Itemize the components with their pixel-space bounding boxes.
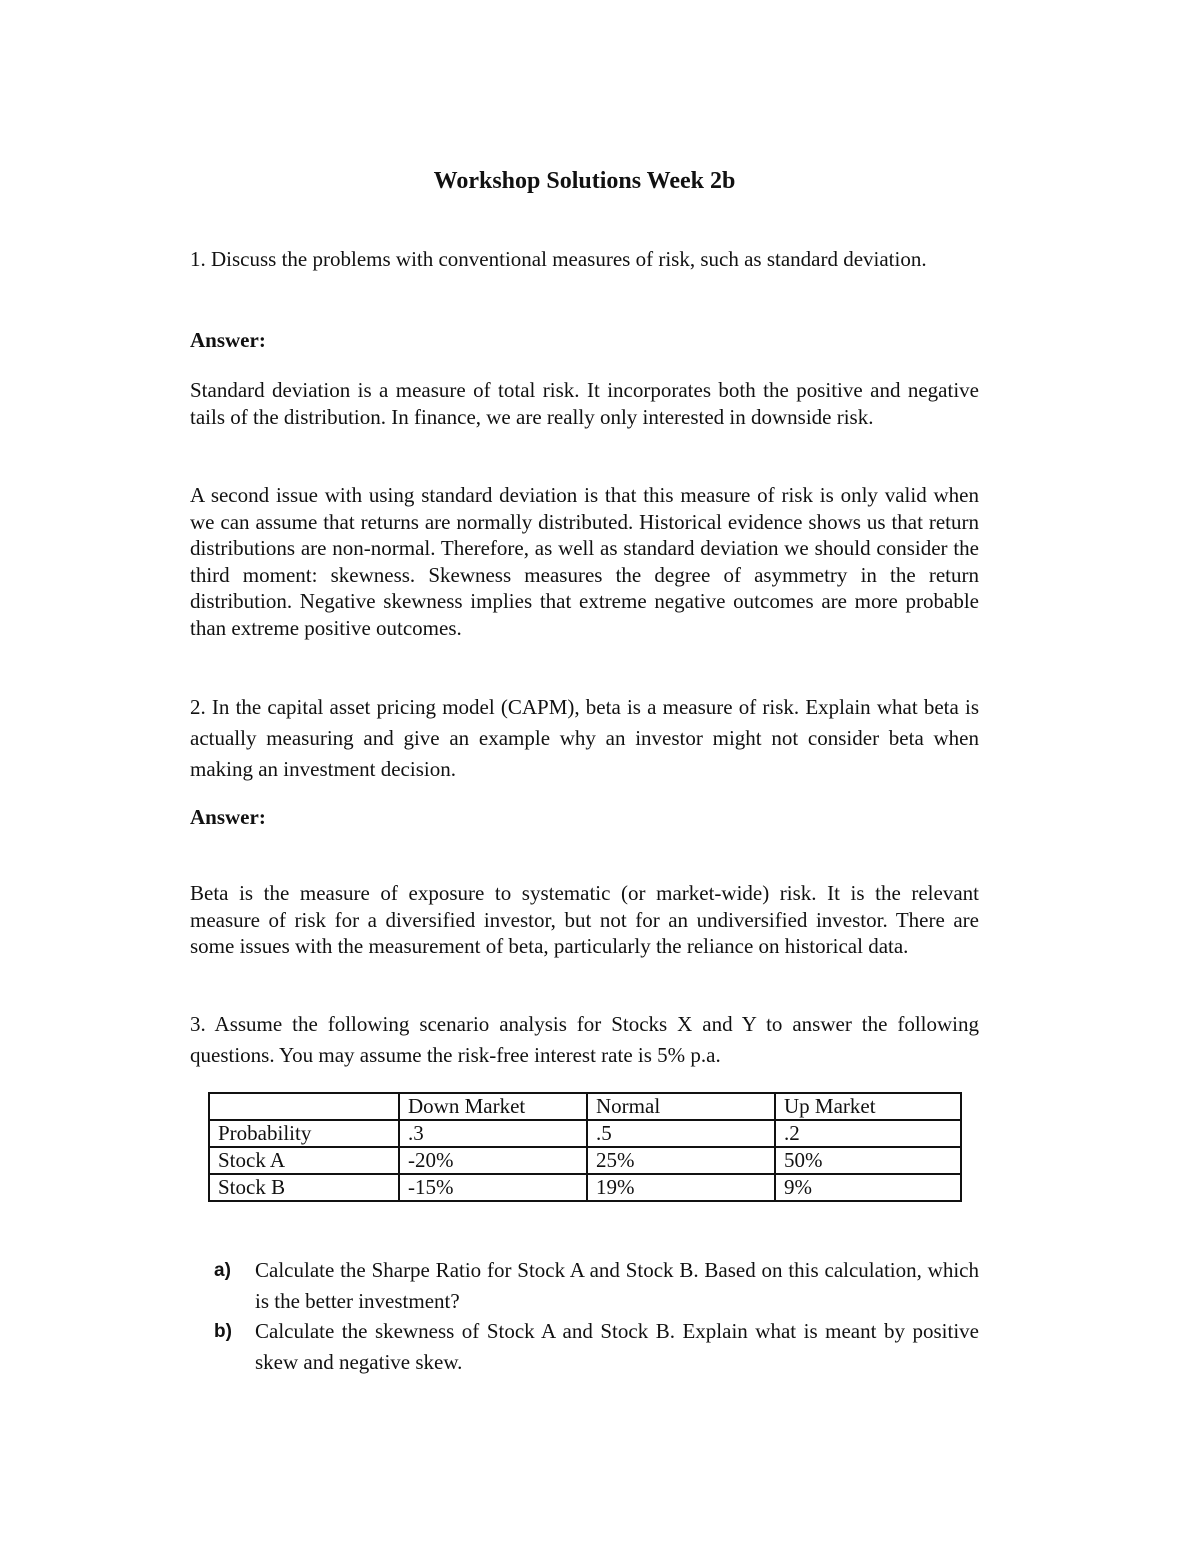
answer-label-2: Answer: [190,805,266,829]
subquestion-a [214,1255,979,1317]
table-cell: 25% [587,1147,775,1174]
table-row [209,1174,961,1201]
subquestion-b [214,1316,979,1378]
table-cell: 9% [775,1174,961,1201]
subquestion-text: Calculate the Sharpe Ratio for Stock A and Stock B. Based on this calculation, which is the better investment? [255,1258,979,1313]
table-cell: .2 [775,1120,961,1147]
subquestion-marker: b) [214,1321,232,1342]
subquestion-marker: a) [214,1260,231,1281]
table-header-row [209,1093,961,1120]
answer-label-1: Answer: [190,328,266,352]
table-cell: .3 [399,1120,587,1147]
question-3: 3. Assume the following scenario analysis for Stocks X and Y to answer the following questions. You may assume the risk-free interest rate is 5% p.a. [190,1012,979,1067]
table-cell: 50% [775,1147,961,1174]
table-cell: 19% [587,1174,775,1201]
answer-1-paragraph-2: A second issue with using standard deviation is that this measure of risk is only valid when we can assume that returns are normally distributed. Historical evidence shows us that return distributions are non-normal. Therefore, as well as standard deviation we should consider the third moment: skewness. Skewness measures the degree of asymmetry in the return distribution. Negative skewness implies that extreme negative outcomes are more probable than extreme positive outcomes. [190,483,979,640]
scenario-table [208,1092,962,1202]
table-cell: Stock B [209,1174,399,1201]
table-cell: Stock A [209,1147,399,1174]
table-row [209,1147,961,1174]
table-row [209,1120,961,1147]
answer-1-paragraph-1: Standard deviation is a measure of total risk. It incorporates both the positive and negative tails of the distribution. In finance, we are really only interested in downside risk. [190,378,979,429]
table-cell: -20% [399,1147,587,1174]
question-2: 2. In the capital asset pricing model (CAPM), beta is a measure of risk. Explain what beta is actually measuring and give an example why an investor might not consider beta when making an investment decision. [190,695,979,781]
answer-2-paragraph-1: Beta is the measure of exposure to systematic (or market-wide) risk. It is the relevant measure of risk for a diversified investor, but not for an undiversified investor. There are some issues with the measurement of beta, particularly the reliance on historical data. [190,881,979,958]
document-title: Workshop Solutions Week 2b [433,168,736,194]
subquestion-text: Calculate the skewness of Stock A and Stock B. Explain what is meant by positive skew and negative skew. [255,1319,979,1374]
table-cell: Up Market [775,1093,961,1120]
table-cell: -15% [399,1174,587,1201]
question-1: 1. Discuss the problems with conventional measures of risk, such as standard deviation. [190,247,927,271]
table-cell: Down Market [399,1093,587,1120]
table-cell: Normal [587,1093,775,1120]
table-cell: .5 [587,1120,775,1147]
table-cell [209,1093,399,1120]
table-cell: Probability [209,1120,399,1147]
